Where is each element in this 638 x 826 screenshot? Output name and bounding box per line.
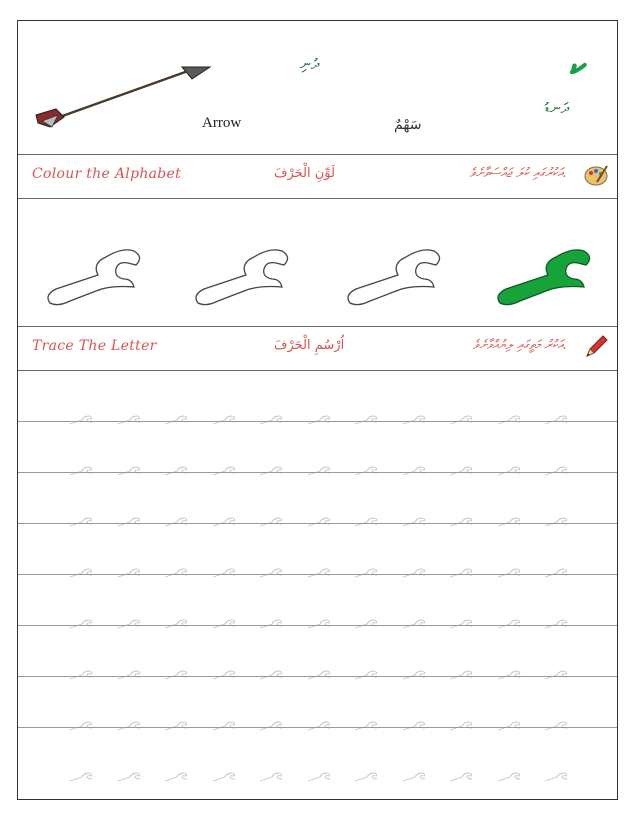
trace-guide-row	[18, 772, 617, 786]
trace-guide-letter[interactable]	[401, 619, 427, 629]
trace-guide-letter[interactable]	[543, 619, 569, 629]
trace-guide-letter[interactable]	[496, 466, 522, 476]
trace-guide-letter[interactable]	[116, 670, 142, 680]
trace-guide-letter[interactable]	[448, 772, 474, 782]
trace-english-title: Trace The Letter	[32, 338, 157, 354]
trace-guide-letter[interactable]	[448, 670, 474, 680]
trace-guide-letter[interactable]	[163, 772, 189, 782]
trace-guide-letter[interactable]	[68, 517, 94, 527]
worksheet	[17, 20, 618, 800]
trace-guide-letter[interactable]	[116, 772, 142, 782]
letter-outline-2	[188, 233, 292, 313]
trace-guide-letter[interactable]	[116, 568, 142, 578]
trace-guide-letter[interactable]	[401, 517, 427, 527]
trace-guide-letter[interactable]	[211, 619, 237, 629]
dhivehi-word-top: ދުނި	[300, 55, 320, 73]
trace-guide-letter[interactable]	[306, 568, 332, 578]
trace-guide-letter[interactable]	[258, 772, 284, 782]
trace-guide-letter[interactable]	[163, 415, 189, 425]
trace-guide-letter[interactable]	[116, 517, 142, 527]
trace-guide-letter[interactable]	[496, 517, 522, 527]
pencil-icon	[583, 334, 609, 360]
trace-guide-letter[interactable]	[211, 670, 237, 680]
colour-english-title: Colour the Alphabet	[32, 166, 182, 182]
trace-guide-row	[18, 568, 617, 582]
trace-guide-letter[interactable]	[496, 721, 522, 731]
trace-guide-letter[interactable]	[353, 517, 379, 527]
trace-title-row	[18, 326, 617, 370]
trace-guide-letter[interactable]	[353, 619, 379, 629]
trace-guide-letter[interactable]	[68, 415, 94, 425]
trace-guide-letter[interactable]	[543, 670, 569, 680]
trace-guide-letter[interactable]	[163, 721, 189, 731]
trace-line	[18, 523, 617, 524]
trace-guide-letter[interactable]	[543, 466, 569, 476]
trace-guide-letter[interactable]	[116, 721, 142, 731]
divider	[18, 198, 617, 199]
trace-guide-letter[interactable]	[116, 466, 142, 476]
trace-line	[18, 472, 617, 473]
trace-guide-letter[interactable]	[401, 670, 427, 680]
trace-guide-row	[18, 466, 617, 480]
trace-line	[18, 727, 617, 728]
trace-guide-letter[interactable]	[68, 772, 94, 782]
trace-guide-letter[interactable]	[258, 721, 284, 731]
trace-guide-letter[interactable]	[543, 517, 569, 527]
letter-filled	[490, 233, 594, 313]
trace-line	[18, 625, 617, 626]
header-area	[18, 21, 617, 154]
trace-guide-letter[interactable]	[448, 721, 474, 731]
trace-guide-letter[interactable]	[448, 568, 474, 578]
trace-guide-letter[interactable]	[353, 466, 379, 476]
trace-line	[18, 421, 617, 422]
trace-guide-row	[18, 415, 617, 429]
arabic-word: سَهْمٌ	[394, 117, 422, 133]
colour-title-row	[18, 154, 617, 198]
trace-guide-row	[18, 517, 617, 531]
trace-dhivehi-title: އަކުރު މަތީގައި ލިޔުއްވާށެވެ.	[473, 338, 567, 353]
trace-guide-letter[interactable]	[496, 772, 522, 782]
trace-guide-letter[interactable]	[401, 568, 427, 578]
trace-guide-letter[interactable]	[306, 670, 332, 680]
trace-guide-letter[interactable]	[163, 670, 189, 680]
trace-guide-letter[interactable]	[258, 517, 284, 527]
divider	[18, 370, 617, 371]
trace-guide-letter[interactable]	[496, 568, 522, 578]
trace-guide-letter[interactable]	[496, 670, 522, 680]
trace-arabic-title: اُرْسُمِ الْحَرْفَ	[274, 338, 345, 353]
trace-guide-letter[interactable]	[401, 415, 427, 425]
trace-guide-letter[interactable]	[448, 415, 474, 425]
trace-guide-letter[interactable]	[306, 772, 332, 782]
trace-guide-letter[interactable]	[306, 466, 332, 476]
trace-guide-letter[interactable]	[211, 772, 237, 782]
colour-arabic-title: لَوِّنِ الْحَرْفَ	[274, 166, 335, 181]
trace-guide-letter[interactable]	[543, 415, 569, 425]
trace-guide-letter[interactable]	[163, 568, 189, 578]
trace-guide-letter[interactable]	[211, 415, 237, 425]
trace-guide-letter[interactable]	[448, 466, 474, 476]
trace-guide-letter[interactable]	[68, 568, 94, 578]
trace-guide-letter[interactable]	[353, 772, 379, 782]
trace-guide-letter[interactable]	[211, 721, 237, 731]
palette-icon	[583, 162, 609, 188]
trace-guide-letter[interactable]	[258, 415, 284, 425]
trace-guide-letter[interactable]	[401, 772, 427, 782]
trace-guide-letter[interactable]	[258, 619, 284, 629]
trace-guide-letter[interactable]	[496, 619, 522, 629]
trace-guide-letter[interactable]	[353, 721, 379, 731]
arrow-image	[32, 61, 212, 131]
trace-guide-letter[interactable]	[306, 415, 332, 425]
trace-line	[18, 574, 617, 575]
trace-guide-letter[interactable]	[258, 670, 284, 680]
trace-line	[18, 676, 617, 677]
trace-guide-letter[interactable]	[401, 721, 427, 731]
trace-guide-letter[interactable]	[163, 619, 189, 629]
trace-guide-letter[interactable]	[68, 466, 94, 476]
trace-guide-letter[interactable]	[116, 415, 142, 425]
letter-outline-3	[340, 233, 444, 313]
trace-guide-letter[interactable]	[353, 670, 379, 680]
trace-guide-letter[interactable]	[448, 619, 474, 629]
trace-guide-letter[interactable]	[543, 568, 569, 578]
trace-guide-letter[interactable]	[163, 517, 189, 527]
trace-guide-letter[interactable]	[68, 721, 94, 731]
trace-guide-letter[interactable]	[116, 619, 142, 629]
trace-guide-letter[interactable]	[211, 466, 237, 476]
trace-guide-letter[interactable]	[543, 772, 569, 782]
english-word: Arrow	[202, 115, 242, 131]
trace-guide-letter[interactable]	[306, 721, 332, 731]
trace-guide-letter[interactable]	[258, 568, 284, 578]
colour-dhivehi-title: އަކުރުގައި ކުލަ ޖައްސަވާށެވެ.	[469, 166, 567, 181]
trace-guide-letter[interactable]	[353, 568, 379, 578]
trace-guide-letter[interactable]	[353, 415, 379, 425]
trace-guide-letter[interactable]	[68, 619, 94, 629]
trace-guide-row	[18, 721, 617, 735]
trace-guide-letter[interactable]	[496, 415, 522, 425]
trace-guide-letter[interactable]	[163, 466, 189, 476]
trace-guide-letter[interactable]	[211, 517, 237, 527]
trace-guide-letter[interactable]	[448, 517, 474, 527]
trace-guide-letter[interactable]	[258, 466, 284, 476]
trace-guide-letter[interactable]	[543, 721, 569, 731]
trace-guide-letter[interactable]	[68, 670, 94, 680]
trace-guide-letter[interactable]	[401, 466, 427, 476]
trace-guide-row	[18, 619, 617, 633]
trace-guide-row	[18, 670, 617, 684]
trace-guide-letter[interactable]	[306, 517, 332, 527]
trace-guide-letter[interactable]	[211, 568, 237, 578]
letter-outline-1	[40, 233, 144, 313]
dhivehi-word-small: ދަނޑު	[544, 99, 569, 117]
featured-letter: ކ	[569, 41, 587, 90]
trace-guide-letter[interactable]	[306, 619, 332, 629]
